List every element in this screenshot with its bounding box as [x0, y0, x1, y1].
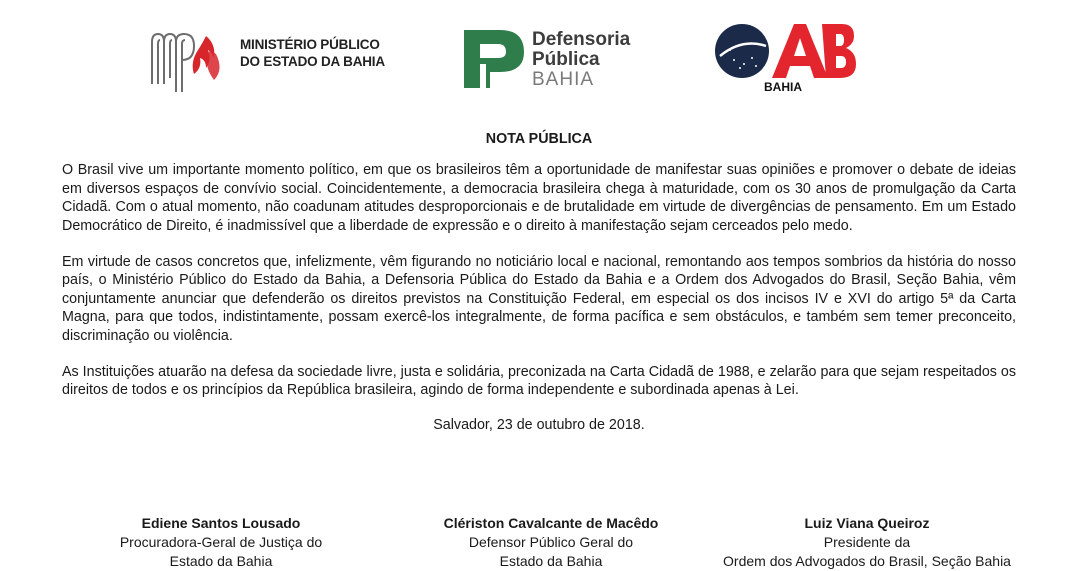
- header-logos: [0, 0, 1079, 110]
- mp-name-line1: MINISTÉRIO PÚBLICO: [240, 37, 380, 52]
- note-date: Salvador, 23 de outubro de 2018.: [433, 416, 645, 433]
- paragraph-1: O Brasil vive um importante momento político, em que os brasileiros têm a oportunidade de manifestar suas opiniões e promover o debate de ideias em diversos espaços de convívio social. Coincidentemente, a democracia brasileira chega à maturidade, com os 30 anos de promulgação da Carta Cidadã. Com o atual momento, não coadunam atitudes desproporcionais e de brutalidade em virtude de divergências de pensamento. Em um Estado Democrático de Direito, é inadmissível que a liberdade de expressão e o direito à manifestação sejam cerceados pelo medo.: [62, 162, 1016, 234]
- defensoria-name-line1: Defensoria: [532, 29, 631, 50]
- mp-emblem-icon: [148, 28, 238, 98]
- signature-name: Ediene Santos Lousado: [141, 515, 301, 531]
- signature-role: Estado da Bahia: [499, 553, 603, 569]
- mp-name-line2: DO ESTADO DA BAHIA: [240, 54, 385, 69]
- paragraph-2: Em virtude de casos concretos que, infelizmente, vêm figurando no noticiário local e nacional, remontando aos tempos sombrios da história do nosso país, o Ministério Público do Estado da Bahia, a Defensoria Pública do Estado da Bahia e a Ordem dos Advogados do Brasil, Seção Bahia, vêm conjuntamente anunciar que defenderão os direitos previstos na Constituição Federal, em especial os dos incisos IV e XVI do artigo 5ª da Carta Magna, para que todos, indistintamente, possam exercê-los integralmente, de forma pacífica e sem obstáculos, e também sem temer preconceito, discriminação ou violência.: [62, 254, 1016, 344]
- defensoria-emblem-icon: [462, 28, 526, 90]
- signature-role: Estado da Bahia: [169, 553, 273, 569]
- note-document: [62, 130, 1016, 434]
- defensoria-logo: [462, 28, 642, 92]
- oab-emblem-icon: [714, 20, 856, 82]
- paragraph-3: As Instituições atuarão na defesa da sociedade livre, justa e solidária, preconizada na Carta Cidadã de 1988, e zelarão para que sejam respeitados os direitos de todos e os princípios da República brasileira, agindo de forma independente e subordinada apenas à Lei.: [62, 364, 1016, 399]
- signature-role: Defensor Público Geral do: [468, 534, 634, 550]
- oab-logo: [714, 20, 856, 100]
- defensoria-name-line3: BAHIA: [532, 69, 595, 90]
- signature-name: Luiz Viana Queiroz: [804, 515, 930, 531]
- signature-block-defensoria: [426, 514, 676, 571]
- signature-name: Clériston Cavalcante de Macêdo: [443, 515, 659, 531]
- mp-logo: [148, 28, 388, 98]
- signature-role: Presidente da: [823, 534, 911, 550]
- signature-block-oab: [712, 514, 1022, 571]
- note-title: NOTA PÚBLICA: [485, 131, 593, 147]
- oab-label: BAHIA: [764, 80, 802, 94]
- signature-role: Procuradora-Geral de Justiça do: [119, 534, 323, 550]
- signature-block-mp: [96, 514, 346, 571]
- signature-role: Ordem dos Advogados do Brasil, Seção Bahia: [723, 553, 1011, 569]
- defensoria-name-line2: Pública: [532, 49, 600, 70]
